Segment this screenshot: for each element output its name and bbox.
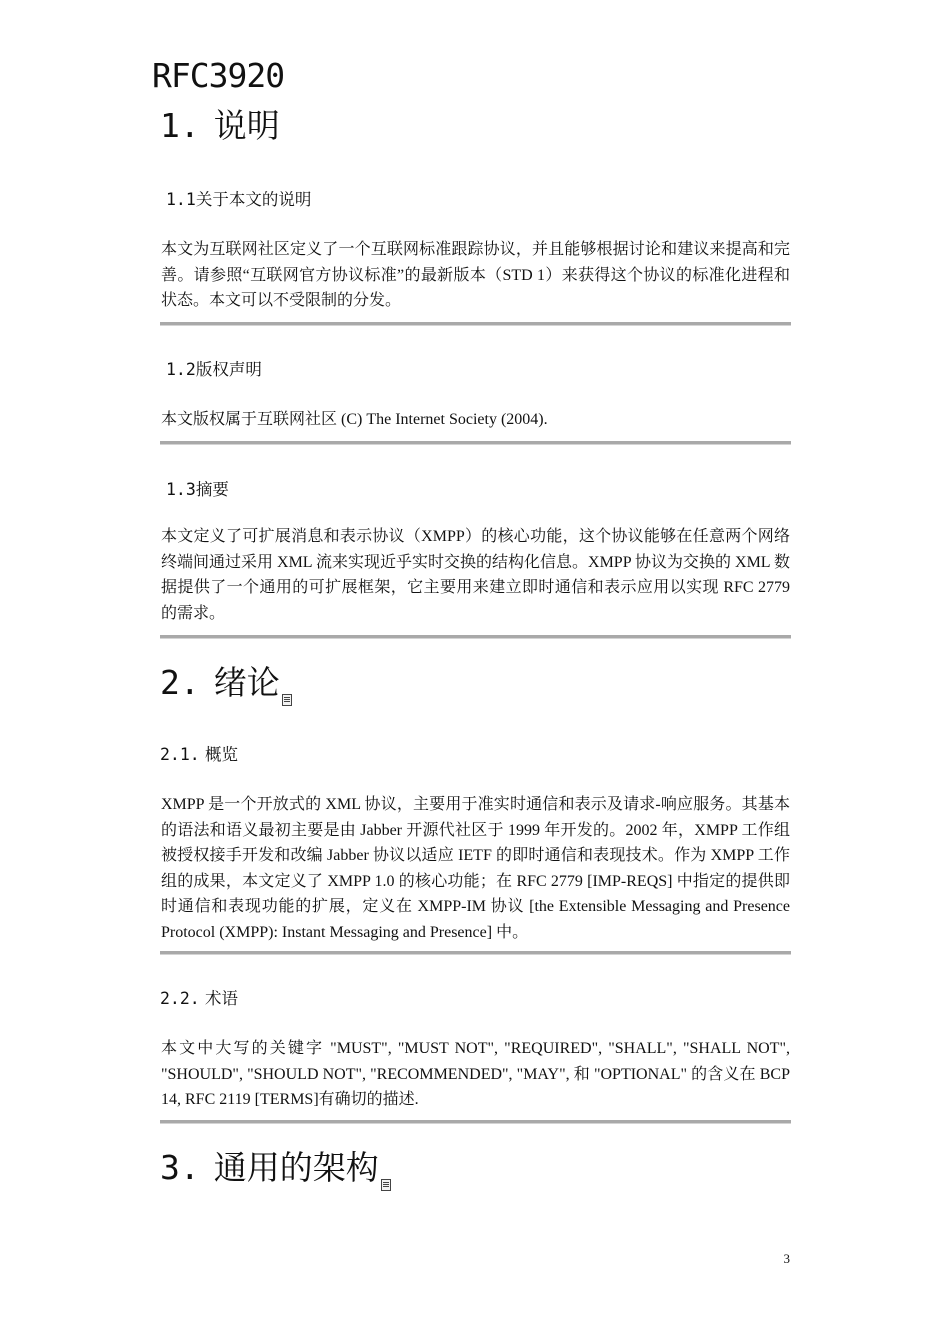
paragraph-abstract: 本文定义了可扩展消息和表示协议（XMPP）的核心功能，这个协议能够在任意两个网络终端间通过采用 XML 流来实现近乎实时交换的结构化信息。XMPP 协议为交换的 XML 数据提供了一个通用的可扩展框架，它主要用来建立即时通信和表示应用以实现 RFC 2779 的需求。 bbox=[161, 528, 790, 622]
section-heading-3 bbox=[160, 1148, 391, 1191]
subsection-number: 1.2 bbox=[166, 360, 196, 379]
paragraph-terminology: 本文中大写的关键字 "MUST", "MUST NOT", "REQUIRED", "SHALL", "SHALL NOT", "SHOULD", "SHOULD NOT", "RECOMMENDED", "MAY", 和 "OPTIONAL" 的含义在 BCP 14, RFC 2119 [TERMS]有确切的描述. bbox=[161, 1040, 790, 1108]
subsection-heading-1-1 bbox=[166, 189, 311, 211]
section-number: 2. bbox=[160, 663, 200, 702]
section-heading-1 bbox=[160, 106, 280, 146]
section-title: 通用的架构 bbox=[213, 1148, 379, 1187]
paragraph-about-document: 本文为互联网社区定义了一个互联网标准跟踪协议，并且能够根据讨论和建议来提高和完善。请参照“互联网官方协议标准”的最新版本（STD 1）来获得这个协议的标准化进程和状态。本文可以不受限制的分发。 bbox=[161, 241, 790, 309]
note-icon[interactable] bbox=[381, 1179, 391, 1191]
section-divider bbox=[160, 441, 791, 445]
section-divider bbox=[160, 635, 791, 639]
subsection-heading-2-2 bbox=[160, 988, 238, 1010]
section-divider bbox=[160, 322, 791, 326]
section-divider bbox=[160, 951, 791, 955]
section-number: 1. bbox=[160, 106, 200, 145]
section-title: 说明 bbox=[213, 106, 280, 145]
paragraph-copyright: 本文版权属于互联网社区 (C) The Internet Society (2004). bbox=[161, 411, 548, 428]
paragraph-overview: XMPP 是一个开放式的 XML 协议，主要用于准实时通信和表示及请求-响应服务。其基本的语法和语义最初主要是由 Jabber 开源代社区于 1999 年开发的。2002 年，XMPP 工作组被授权接手开发和改编 Jabber 协议以适应 IETF 的即时通信和表现技术。作为 XMPP 工作组的成果，本文定义了 XMPP 1.0 的核心功能；在 RFC 2779 [IMP-REQS] 中指定的提供即时通信和表现功能的扩展，定义在 XMPP-IM 协议 [the Extensible Messaging and Presence Protocol (XMPP): Instant Messaging and Presence] 中。 bbox=[161, 796, 790, 941]
subsection-heading-1-2 bbox=[166, 359, 262, 381]
subsection-title: 摘要 bbox=[195, 480, 229, 499]
subsection-title: 概览 bbox=[205, 745, 238, 764]
document-title: RFC3920 bbox=[152, 56, 285, 95]
section-divider bbox=[160, 1120, 791, 1124]
subsection-heading-1-3 bbox=[166, 479, 229, 501]
subsection-number: 2.1. bbox=[160, 745, 200, 764]
section-heading-2 bbox=[160, 663, 292, 706]
section-number: 3. bbox=[160, 1148, 200, 1187]
subsection-heading-2-1 bbox=[160, 744, 238, 766]
note-icon[interactable] bbox=[282, 694, 292, 706]
subsection-number: 1.3 bbox=[166, 480, 196, 499]
subsection-title: 版权声明 bbox=[195, 360, 262, 379]
page-number: 3 bbox=[783, 1251, 790, 1266]
subsection-number: 1.1 bbox=[166, 190, 196, 209]
subsection-number: 2.2. bbox=[160, 989, 200, 1008]
subsection-title: 关于本文的说明 bbox=[195, 190, 312, 209]
subsection-title: 术语 bbox=[205, 989, 238, 1008]
section-title: 绪论 bbox=[213, 663, 280, 702]
